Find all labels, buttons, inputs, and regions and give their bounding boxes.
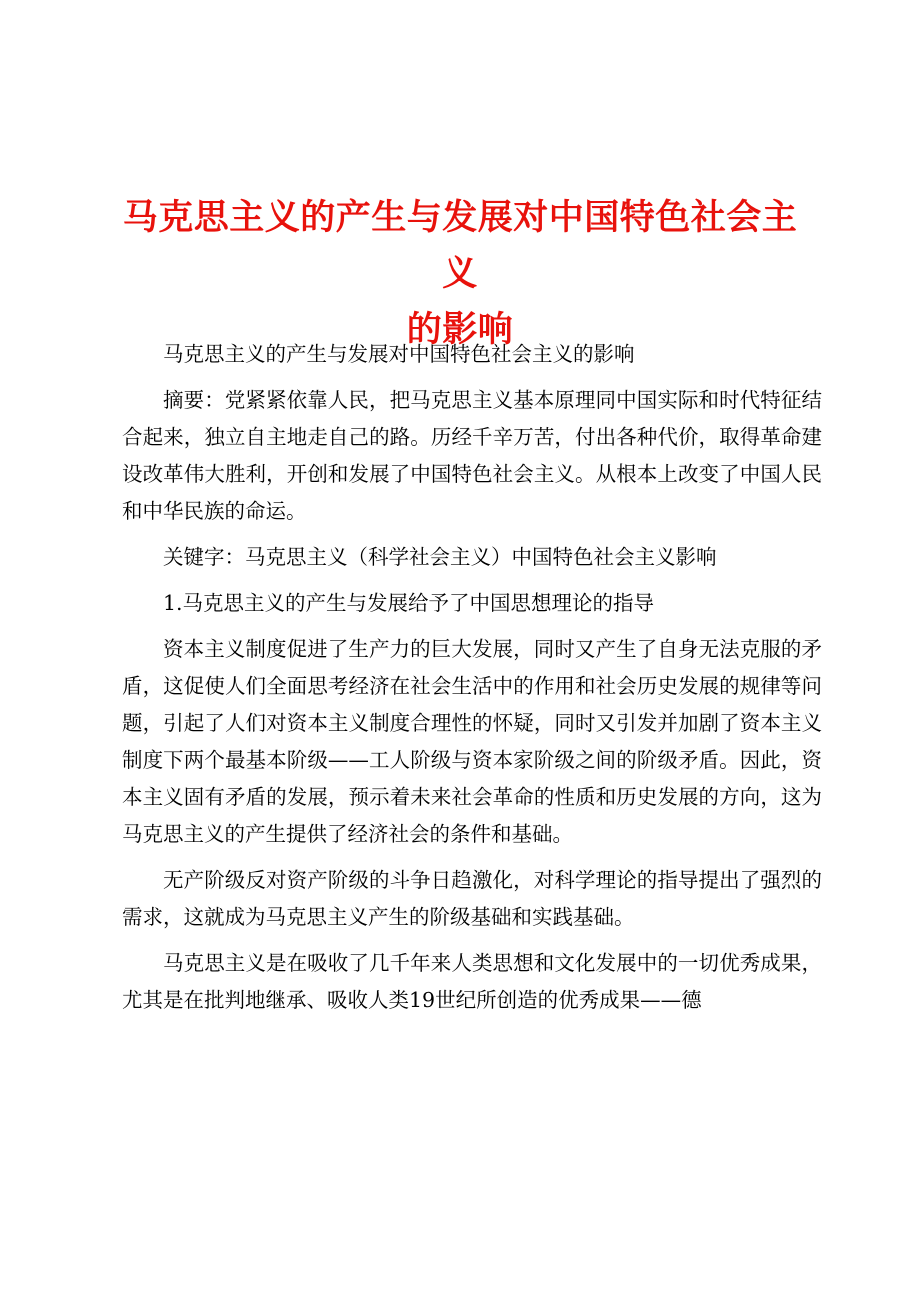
body-paragraph: 无产阶级反对资产阶级的斗争日趋激化，对科学理论的指导提出了强烈的需求，这就成为马克思主义产生的阶级基础和实践基础。 [122,868,822,929]
document-title [110,190,810,358]
body-paragraph: 马克思主义是在吸收了几千年来人类思想和文化发展中的一切优秀成果，尤其是在批判地继承、吸收人类19世纪所创造的优秀成果——德 [122,951,822,1012]
subtitle-paragraph: 马克思主义的产生与发展对中国特色社会主义的影响 [163,342,635,366]
keywords-paragraph: 关键字：马克思主义（科学社会主义）中国特色社会主义影响 [163,545,717,569]
title-line-2: 的影响 [406,309,514,350]
section-heading-1: 1.马克思主义的产生与发展给予了中国思想理论的指导 [163,591,655,615]
body-paragraph: 资本主义制度促进了生产力的巨大发展，同时又产生了自身无法克服的矛盾，这促使人们全面思考经济在社会生活中的作用和社会历史发展的规律等问题，引起了人们对资本主义制度合理性的怀疑，同时又引发并加剧了资本主义制度下两个最基本阶级——工人阶级与资本家阶级之间的阶级矛盾。因此，资本主义固有矛盾的发展，预示着未来社会革命的性质和历史发展的方向，这为马克思主义的产生提供了经济社会的条件和基础。 [122,637,822,846]
document-body [122,336,822,1028]
abstract-paragraph: 摘要：党紧紧依靠人民，把马克思主义基本原理同中国实际和时代特征结合起来，独立自主地走自己的路。历经千辛万苦，付出各种代价，取得革命建设改革伟大胜利，开创和发展了中国特色社会主义。从根本上改变了中国人民和中华民族的命运。 [122,388,822,523]
title-line-1: 马克思主义的产生与发展对中国特色社会主义 [122,197,798,294]
